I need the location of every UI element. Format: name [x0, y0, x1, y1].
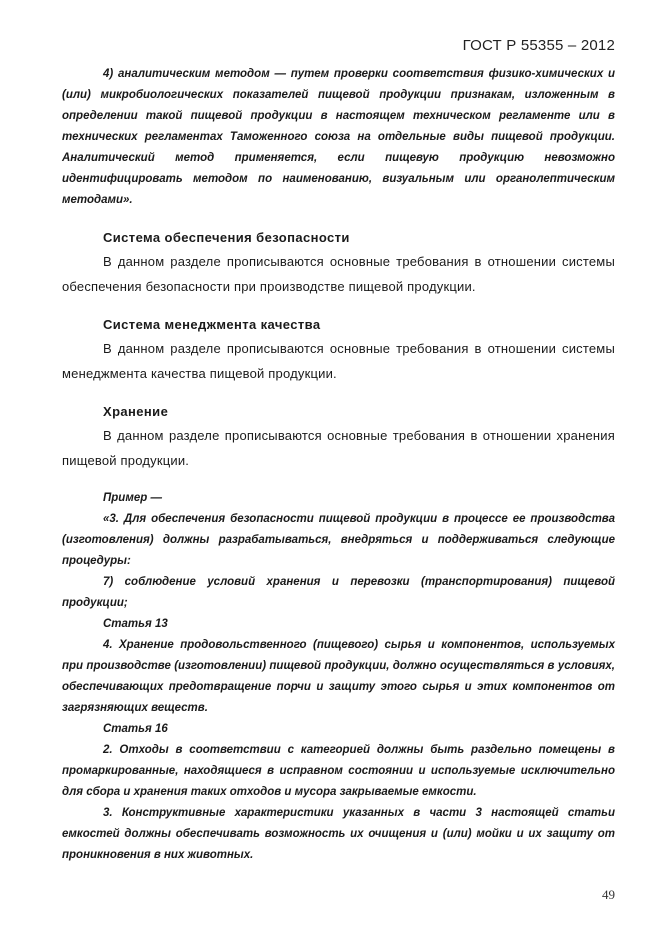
page-number: 49 — [602, 887, 615, 902]
section-storage — [62, 404, 615, 473]
section-safety-system — [62, 230, 615, 299]
example-paragraph: 2. Отходы в соответствии с категорией должны быть раздельно помещены в промаркированные, находящиеся в исправном состоянии и используемые исключительно для сбора и хранения таких отходов и мусора закрываемые емкости. — [62, 744, 615, 798]
section-text: В данном разделе прописываются основные требования в отношении системы менеджмента качества пищевой продукции. — [62, 341, 615, 381]
section-quality-management — [62, 317, 615, 386]
standard-number-header: ГОСТ Р 55355 – 2012 — [462, 37, 615, 54]
article-13-label: Статья 13 — [103, 618, 168, 630]
example-label: Пример — — [103, 492, 162, 504]
document-body — [62, 64, 615, 866]
example-paragraph: 4. Хранение продовольственного (пищевого) сырья и компонентов, используемых при производстве (изготовлении) пищевой продукции, должно осуществляться в условиях, обеспечивающих предотвращение порчи и защиту этого сырья и этих компонентов от загрязняющих веществ. — [62, 639, 615, 714]
article-16-label: Статья 16 — [103, 723, 168, 735]
section-title: Хранение — [103, 404, 169, 419]
intro-item-4: 4) аналитическим методом — путем проверки соответствия физико-химических и (или) микробиологических показателей пищевой продукции признакам, изложенным в определении такой пищевой продукции в настоящем техническом регламенте или в технических регламентах Таможенного союза на отдельные виды пищевой продукции. Аналитический метод применяется, если пищевую продукцию невозможно идентифицировать методом по наименованию, визуальным или органолептическим методами». — [62, 68, 615, 206]
example-paragraph: «3. Для обеспечения безопасности пищевой продукции в процессе ее производства (изготовления) должны разрабатываться, внедряться и поддерживаться следующие процедуры: — [62, 513, 615, 567]
section-title: Система обеспечения безопасности — [103, 230, 350, 245]
section-title: Система менеджмента качества — [103, 317, 321, 332]
example-paragraph: 7) соблюдение условий хранения и перевозки (транспортирования) пищевой продукции; — [62, 576, 615, 609]
section-text: В данном разделе прописываются основные требования в отношении системы обеспечения безопасности при производстве пищевой продукции. — [62, 254, 615, 294]
example-block — [62, 488, 615, 866]
example-paragraph: 3. Конструктивные характеристики указанных в части 3 настоящей статьи емкостей должны обеспечивать возможность их очищения и (или) мойки и их защиту от проникновения в них животных. — [62, 807, 615, 861]
section-text: В данном разделе прописываются основные требования в отношении хранения пищевой продукции. — [62, 428, 615, 468]
